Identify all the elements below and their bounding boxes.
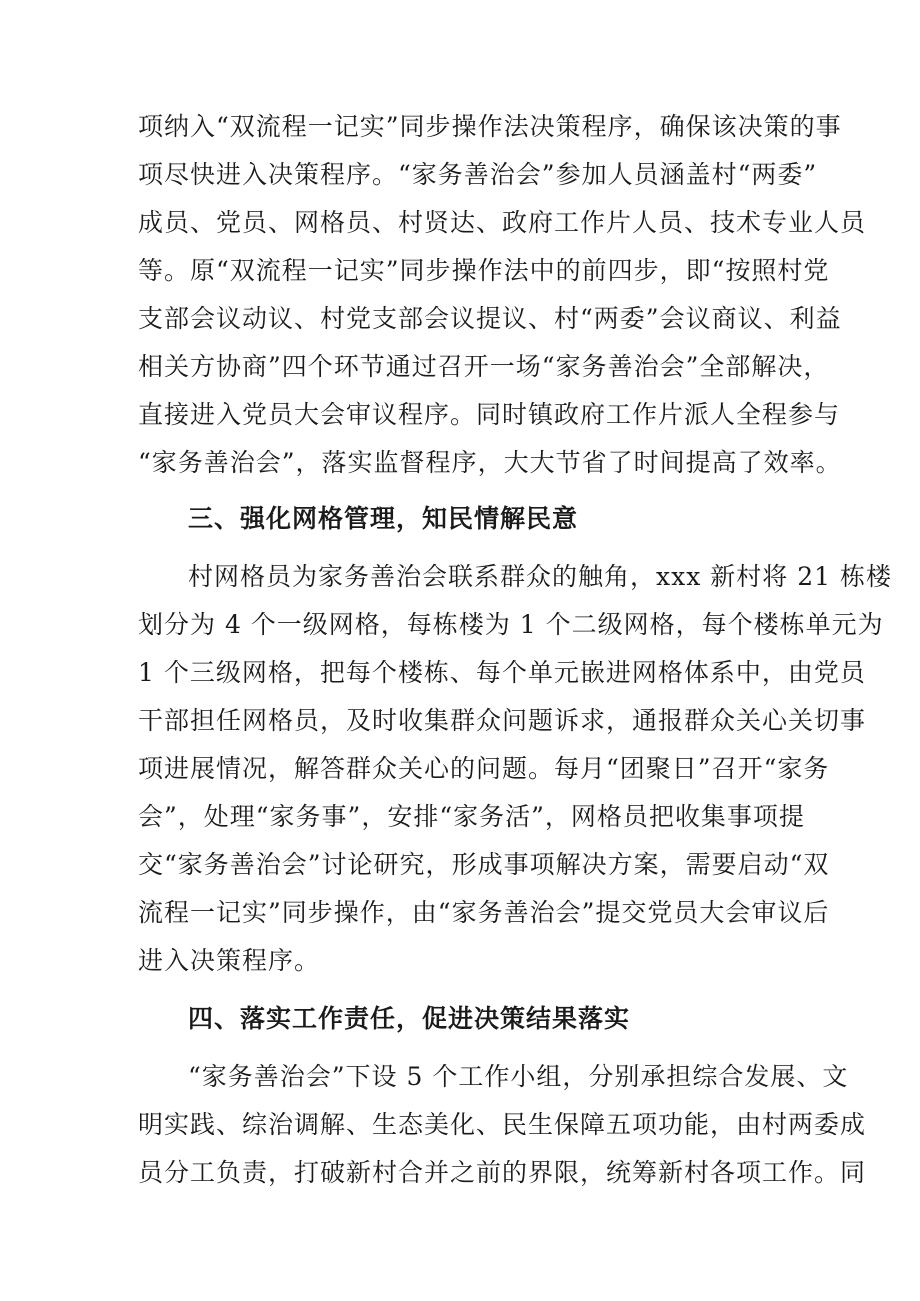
paragraph-line: 员分工负责，打破新村合并之前的界限，统筹新村各项工作。同 (138, 1158, 867, 1187)
paragraph-line: 进入决策程序。 (138, 946, 321, 975)
paragraph-line: 流程一记实”同步操作，由“家务善治会”提交党员大会审议后 (138, 898, 830, 927)
paragraph-line: 1 个三级网格，把每个楼栋、每个单元嵌进网格体系中，由党员 (138, 658, 866, 687)
section-heading: 四、落实工作责任，促进决策结果落实 (188, 1004, 631, 1033)
paragraph-line: “家务善治会”，落实监督程序，大大节省了时间提高了效率。 (138, 448, 842, 477)
paragraph-line: “家务善治会”下设 5 个工作小组，分别承担综合发展、文 (188, 1062, 849, 1091)
paragraph-line: 项进展情况，解答群众关心的问题。每月“团聚日”召开“家务 (138, 754, 830, 783)
paragraph-line: 会”，处理“家务事”，安排“家务活”，网格员把收集事项提 (138, 802, 805, 831)
paragraph-line: 项纳入“双流程一记实”同步操作法决策程序，确保该决策的事 (138, 112, 842, 141)
paragraph-line: 支部会议动议、村党支部会议提议、村“两委”会议商议、利益 (138, 304, 842, 333)
paragraph-line: 划分为 4 个一级网格，每栋楼为 1 个二级网格，每个楼栋单元为 (138, 610, 884, 639)
paragraph-line: 等。原“双流程一记实”同步操作法中的前四步，即“按照村党 (138, 256, 830, 285)
section-heading: 三、强化网格管理，知民情解民意 (188, 504, 579, 533)
paragraph-line: 相关方协商”四个环节通过召开一场“家务善治会”全部解决， (138, 352, 830, 381)
paragraph-line: 成员、党员、网格员、村贤达、政府工作片人员、技术专业人员 (138, 208, 867, 237)
paragraph-line: 直接进入党员大会审议程序。同时镇政府工作片派人全程参与 (138, 400, 841, 429)
paragraph-line: 村网格员为家务善治会联系群众的触角，xxx 新村将 21 栋楼 (188, 562, 892, 591)
paragraph-line: 明实践、综治调解、生态美化、民生保障五项功能，由村两委成 (138, 1110, 867, 1139)
paragraph-line: 交“家务善治会”讨论研究，形成事项解决方案，需要启动“双 (138, 850, 830, 879)
paragraph-line: 项尽快进入决策程序。“家务善治会”参加人员涵盖村“两委” (138, 160, 818, 189)
paragraph-line: 干部担任网格员，及时收集群众问题诉求，通报群众关心关切事 (138, 706, 867, 735)
